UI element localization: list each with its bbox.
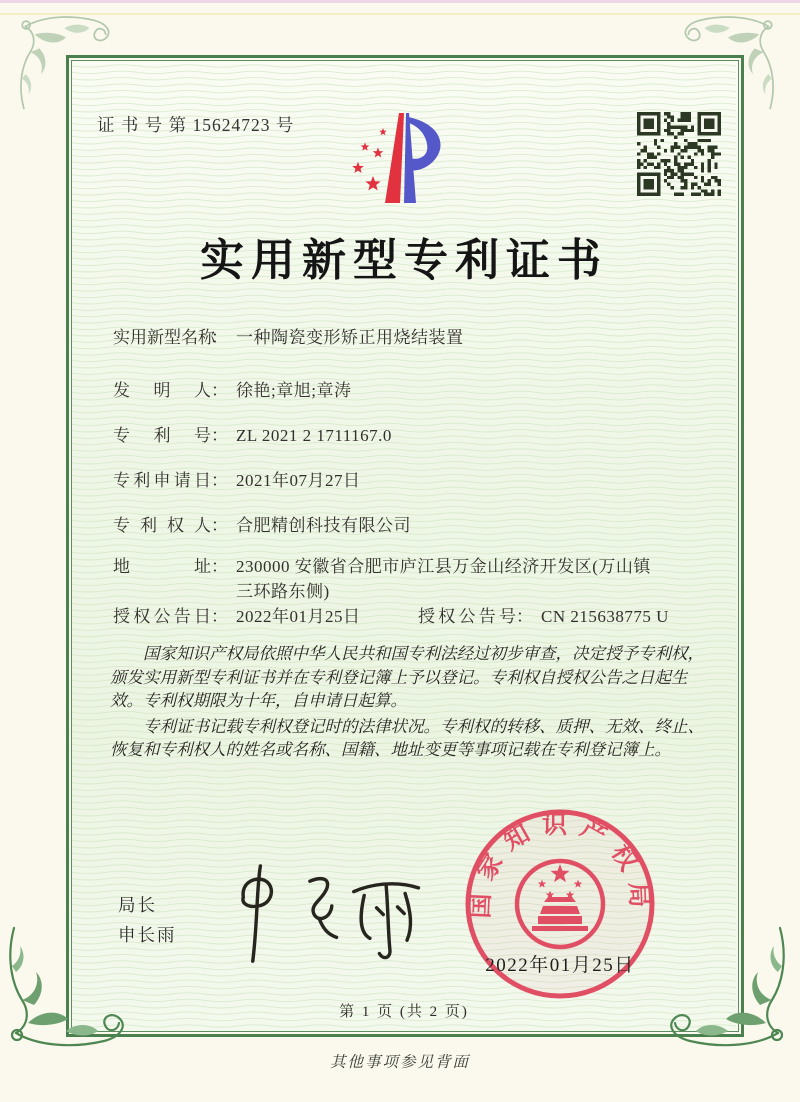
field-row-grant [113, 604, 669, 629]
field-label: 专利权人 [113, 516, 211, 535]
field-label: 发明人 [113, 381, 211, 400]
field-value: 2022年01月25日 [236, 607, 361, 626]
field-value: ZL 2021 2 1711167.0 [236, 426, 392, 445]
corner-flourish-top-left [16, 6, 126, 116]
field-label: 专利号 [113, 426, 211, 445]
legal-paragraph-2: 专利证书记载专利权登记时的法律状况。专利权的转移、质押、无效、终止、恢复和专利权人的姓名或名称、国籍、地址变更等事项记载在专利登记簿上。 [110, 716, 704, 759]
back-note: 其他事项参见背面 [329, 1054, 470, 1071]
officer-name: 申长雨 [118, 925, 177, 945]
field-label: 授权公告号 [418, 607, 516, 626]
field-label: 授权公告日 [113, 607, 211, 626]
field-row-utility-name [113, 325, 464, 350]
seal-authority-text: 国家知识产权局 [467, 811, 653, 919]
cnipa-official-seal [460, 804, 660, 1016]
field-value: 徐艳;章旭;章涛 [236, 381, 352, 400]
corner-flourish-bottom-left [4, 926, 140, 1062]
field-colon: ： [516, 607, 533, 626]
field-value: 230000 安徽省合肥市庐江县万金山经济开发区(万山镇三环路东侧) [236, 557, 651, 601]
legal-paragraph-1: 国家知识产权局依照中华人民共和国专利法经过初步审查，决定授予专利权，颁发实用新型专利证书并在专利登记簿上予以登记。专利权自授权公告之日起生效。专利权期限为十年，自申请日起算。 [110, 644, 704, 710]
certificate-title: 实用新型专利证书 [200, 236, 608, 285]
field-colon: ： [211, 471, 228, 490]
officer-role: 局长 [118, 895, 157, 915]
field-row-address [113, 554, 668, 604]
logo-stars [352, 128, 387, 191]
field-label: 实用新型名称 [113, 328, 215, 347]
field-value: 合肥精创科技有限公司 [236, 516, 411, 535]
field-label: 地址 [113, 557, 211, 576]
field-row-patentee [113, 513, 411, 538]
legal-text-block [110, 642, 710, 764]
field-group-grant-number [418, 604, 669, 629]
seal-date: 2022年01月25日 [485, 955, 635, 976]
field-colon: ： [211, 516, 228, 535]
cnipa-logo-icon [338, 110, 456, 210]
field-value: 2021年07月27日 [236, 471, 361, 490]
field-colon: ： [211, 328, 228, 347]
field-value: 一种陶瓷变形矫正用烧结装置 [236, 328, 464, 347]
field-row-patent-number [113, 423, 392, 448]
page-indicator: 第 1 页 (共 2 页) [339, 1004, 469, 1020]
field-value: CN 215638775 U [541, 607, 669, 626]
field-colon: ： [211, 607, 228, 626]
scan-artifact-line [0, 0, 800, 3]
handwritten-signature [228, 862, 428, 967]
field-row-inventor [113, 378, 351, 403]
field-colon: ： [211, 426, 228, 445]
field-row-filing-date [113, 468, 361, 493]
field-colon: ： [211, 557, 228, 576]
field-label: 专利申请日 [113, 471, 211, 490]
qr-code-icon [637, 112, 721, 196]
corner-flourish-bottom-right [660, 926, 796, 1062]
field-colon: ： [211, 381, 228, 400]
corner-flourish-top-right [674, 6, 784, 116]
certificate-number: 证 书 号 第 15624723 号 [97, 115, 295, 135]
